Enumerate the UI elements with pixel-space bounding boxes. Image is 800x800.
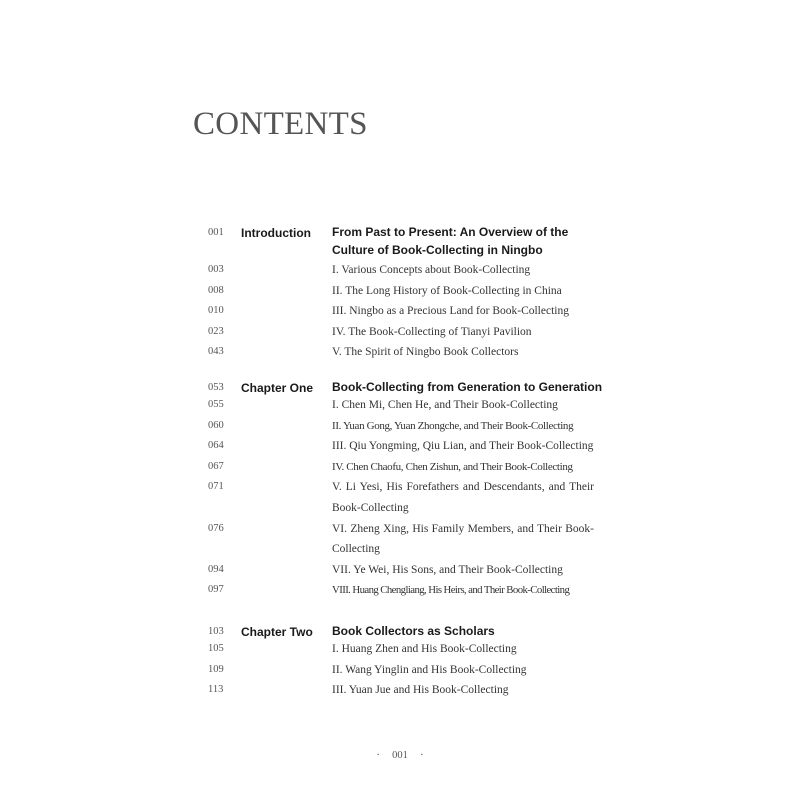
toc-entry (0, 322, 800, 343)
toc-entry (0, 680, 800, 701)
entry-page-number: 064 (208, 440, 224, 452)
entry-page-number: 097 (208, 584, 224, 596)
toc-section-introduction (0, 223, 800, 363)
entry-title: V. The Spirit of Ningbo Book Collectors (332, 346, 519, 359)
section-label: Chapter Two (241, 625, 313, 639)
toc-entry (0, 416, 800, 437)
toc-entry (0, 477, 800, 518)
entry-page-number: 003 (208, 264, 224, 275)
entry-title: I. Various Concepts about Book-Collecting (332, 264, 531, 276)
entry-page-number: 067 (208, 460, 224, 472)
toc-entry (0, 639, 800, 660)
entry-page-number: 094 (208, 563, 224, 575)
section-heading: Book Collectors as Scholars (332, 624, 495, 638)
footer-dot-right: · (419, 747, 424, 761)
section-heading: From Past to Present: An Overview of the Culture of Book-Collecting in Ningbo (332, 225, 569, 257)
entry-title: VII. Ye Wei, His Sons, and Their Book-Collecting (332, 563, 563, 576)
toc-entry (0, 580, 800, 601)
section-page-number: 053 (208, 382, 224, 393)
entry-title: I. Chen Mi, Chen He, and Their Book-Collecting (332, 399, 558, 411)
toc-entry (0, 560, 800, 581)
entry-title: II. Wang Yinglin and His Book-Collecting (332, 663, 527, 676)
section-page-number: 001 (208, 227, 224, 238)
page-title: CONTENTS (193, 106, 368, 142)
entry-title: III. Ningbo as a Precious Land for Book-Collecting (332, 305, 569, 318)
toc-entry (0, 281, 800, 302)
entry-page-number: 105 (208, 643, 224, 654)
section-label: Introduction (241, 226, 311, 240)
toc-section-chapter-one (0, 378, 800, 601)
entry-page-number: 023 (208, 325, 224, 337)
entry-title: IV. Chen Chaofu, Chen Zishun, and Their Book-Collecting (332, 460, 573, 473)
toc-entry (0, 519, 800, 560)
toc-entry (0, 436, 800, 457)
toc-entry (0, 395, 800, 416)
entry-title: VIII. Huang Chengliang, His Heirs, and Their Book-Collecting (332, 584, 570, 597)
toc-entry (0, 260, 800, 281)
section-heading: Book-Collecting from Generation to Generation (332, 380, 603, 394)
toc-section-chapter-two (0, 622, 800, 701)
entry-title: IV. The Book-Collecting of Tianyi Pavilion (332, 325, 532, 338)
entry-title: V. Li Yesi, His Forefathers and Descendants, and Their Book-Collecting (332, 481, 594, 514)
entry-page-number: 076 (208, 522, 224, 534)
entry-title: III. Yuan Jue and His Book-Collecting (332, 684, 509, 697)
entry-page-number: 071 (208, 481, 224, 493)
toc-entry (0, 342, 800, 363)
entry-page-number: 043 (208, 346, 224, 358)
entry-page-number: 055 (208, 399, 224, 410)
entry-page-number: 113 (208, 684, 224, 696)
page-footer (0, 747, 800, 762)
toc-entry (0, 301, 800, 322)
entry-title: I. Huang Zhen and His Book-Collecting (332, 643, 517, 655)
section-page-number: 103 (208, 626, 224, 637)
toc-entry (0, 457, 800, 478)
section-label: Chapter One (241, 381, 314, 395)
entry-page-number: 060 (208, 419, 224, 431)
entry-title: VI. Zheng Xing, His Family Members, and Their Book-Collecting (332, 522, 594, 556)
toc-entry (0, 660, 800, 681)
entry-title: III. Qiu Yongming, Qiu Lian, and Their Book-Collecting (332, 440, 594, 453)
entry-title: II. The Long History of Book-Collecting in China (332, 284, 562, 297)
footer-dot-left: · (376, 747, 381, 761)
entry-page-number: 109 (208, 663, 224, 675)
entry-page-number: 010 (208, 305, 224, 317)
entry-title: II. Yuan Gong, Yuan Zhongche, and Their Book-Collecting (332, 419, 574, 432)
entry-page-number: 008 (208, 284, 224, 296)
footer-page-number: 001 (392, 750, 408, 761)
